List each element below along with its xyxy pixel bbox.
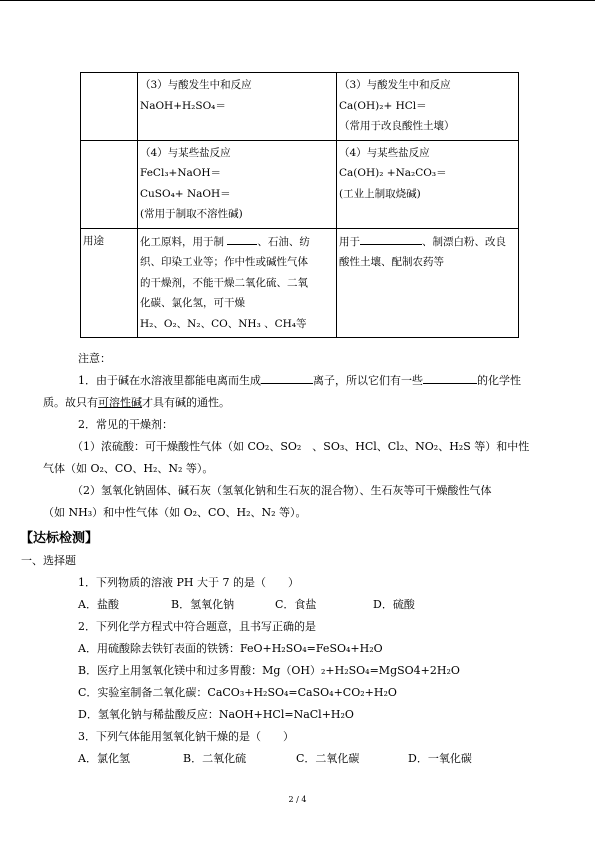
note-text: 质。故只有 (43, 396, 98, 409)
question-3-options (56, 748, 546, 770)
uses-text: 、制漂白粉、改良 (422, 235, 506, 248)
cell-line: 化碳、氯化氢，可干燥 (140, 297, 245, 309)
uses-label: 用途 (81, 228, 138, 338)
cell-line: CuSO₄+ NaOH＝ (140, 187, 231, 200)
option-b: B．氢氧化钠 (171, 598, 235, 611)
cell-line: （3）与酸发生中和反应 (339, 79, 451, 91)
desiccant-2: （2）氢氧化钠固体、碱石灰（氢氧化钠和生石灰的混合物）、生石灰等可干燥酸性气体 (72, 484, 492, 497)
option-d: D．一氧化碳 (408, 752, 472, 765)
answer-blank (261, 370, 313, 384)
cell-line: 织、印染工业等；作中性或碱性气体 (140, 256, 308, 268)
question-2: 2．下列化学方程式中符合题意，且书写正确的是 (78, 620, 316, 633)
option-b: B．二氧化硫 (183, 752, 247, 765)
question-3: 3．下列气体能用氢氧化钠干燥的是（ ） (78, 730, 294, 743)
table-row-acid-reaction (81, 73, 519, 141)
question-2-option-c: C．实验室制备二氧化碳：CaCO₃+H₂SO₄=CaSO₄+CO₂+H₂O (78, 686, 397, 699)
note-text: 才具有碱的通性。 (142, 396, 230, 409)
note-item-1 (56, 370, 546, 392)
table-row-uses (81, 228, 519, 338)
naoh-acid-cell (138, 73, 337, 141)
note-item-2: 2．常见的干燥剂： (78, 418, 173, 431)
notes-title: 注意： (78, 352, 111, 365)
note-text: 的化学性 (477, 374, 521, 387)
page-number: 2 / 4 (288, 795, 307, 804)
caoh2-salt-cell (337, 140, 519, 228)
naoh-salt-cell (138, 140, 337, 228)
option-c: C．食盐 (275, 598, 317, 611)
cell-line: Ca(OH)₂ +Na₂CO₃＝ (339, 167, 447, 179)
cell-line: (工业上制取烧碱) (339, 187, 421, 200)
cell-line: 的干燥剂，不能干燥二氧化硫、二氧 (140, 276, 308, 289)
uses-text: 用于 (339, 235, 360, 248)
question-2-option-b: B．医疗上用氢氧化镁中和过多胃酸：Mg（OH）₂+H₂SO₄=MgSO4+2H₂O (78, 664, 460, 677)
cell-line: Ca(OH)₂+ HCl＝ (339, 99, 427, 112)
top-rule (0, 0, 595, 1)
answer-blank (227, 231, 257, 245)
cell-line: （4）与某些盐反应 (140, 146, 231, 159)
section-choice: 一、选择题 (21, 554, 76, 567)
uses-text: 化工原料，用于制 (140, 235, 224, 248)
option-d: D．硫酸 (373, 598, 415, 611)
desiccant-2-cont: （如 NH₃）和中性气体（如 O₂、CO、H₂、N₂ 等）。 (43, 506, 307, 519)
answer-blank (360, 231, 422, 245)
cell-line: FeCl₃+NaOH＝ (140, 167, 222, 179)
note-item-1-cont (43, 392, 546, 414)
naoh-uses-cell (138, 228, 337, 338)
cell-line (140, 231, 334, 253)
cell-line (339, 231, 516, 253)
table-row-salt-reaction (81, 140, 519, 228)
cell-line: （3）与酸发生中和反应 (140, 79, 252, 91)
option-c: C．二氧化碳 (296, 752, 360, 765)
notes-and-test (20, 348, 546, 770)
cell-line: （4）与某些盐反应 (339, 146, 430, 159)
question-2-option-d: D．氢氧化钠与稀盐酸反应：NaOH+HCl=NaCl+H₂O (78, 708, 354, 721)
note-text: 离子，所以它们有一些 (313, 374, 423, 387)
cell-line: H₂、O₂、N₂、CO、NH₃ 、CH₄等 (140, 317, 307, 330)
question-2-option-a: A．用硫酸除去铁钉表面的铁锈：FeO+H₂SO₄=FeSO₄+H₂O (78, 642, 383, 655)
desiccant-1-cont: 气体（如 O₂、CO、H₂、N₂ 等）。 (43, 462, 214, 475)
cell-line: NaOH+H₂SO₄＝ (140, 99, 226, 112)
uses-text: 、石油、纺 (257, 235, 310, 248)
caoh2-acid-cell (337, 73, 519, 141)
desiccant-1: （1）浓硫酸：可干燥酸性气体（如 CO₂、SO₂ 、SO₃、HCl、Cl₂、NO₂、H₂S 等）和中性 (72, 440, 530, 453)
note-text: 1．由于碱在水溶液里都能电离而生成 (78, 374, 261, 387)
option-a: A．氯化氢 (78, 752, 130, 765)
base-properties-table (80, 72, 519, 338)
option-a: A．盐酸 (78, 598, 119, 611)
section-heading: 【达标检测】 (20, 531, 99, 546)
cell-line: 酸性土壤、配制农药等 (339, 256, 444, 268)
answer-blank (423, 370, 477, 384)
cell-line: （常用于改良酸性土壤） (339, 120, 455, 132)
table-cell-empty (81, 140, 138, 228)
caoh2-uses-cell (337, 228, 519, 338)
question-1: 1．下列物质的溶液 PH 大于 7 的是（ ） (78, 576, 299, 589)
table-cell-empty (81, 73, 138, 141)
cell-line: (常用于制取不溶性碱) (140, 208, 243, 220)
soluble-base-term: 可溶性碱 (98, 396, 142, 409)
question-1-options (56, 594, 546, 616)
